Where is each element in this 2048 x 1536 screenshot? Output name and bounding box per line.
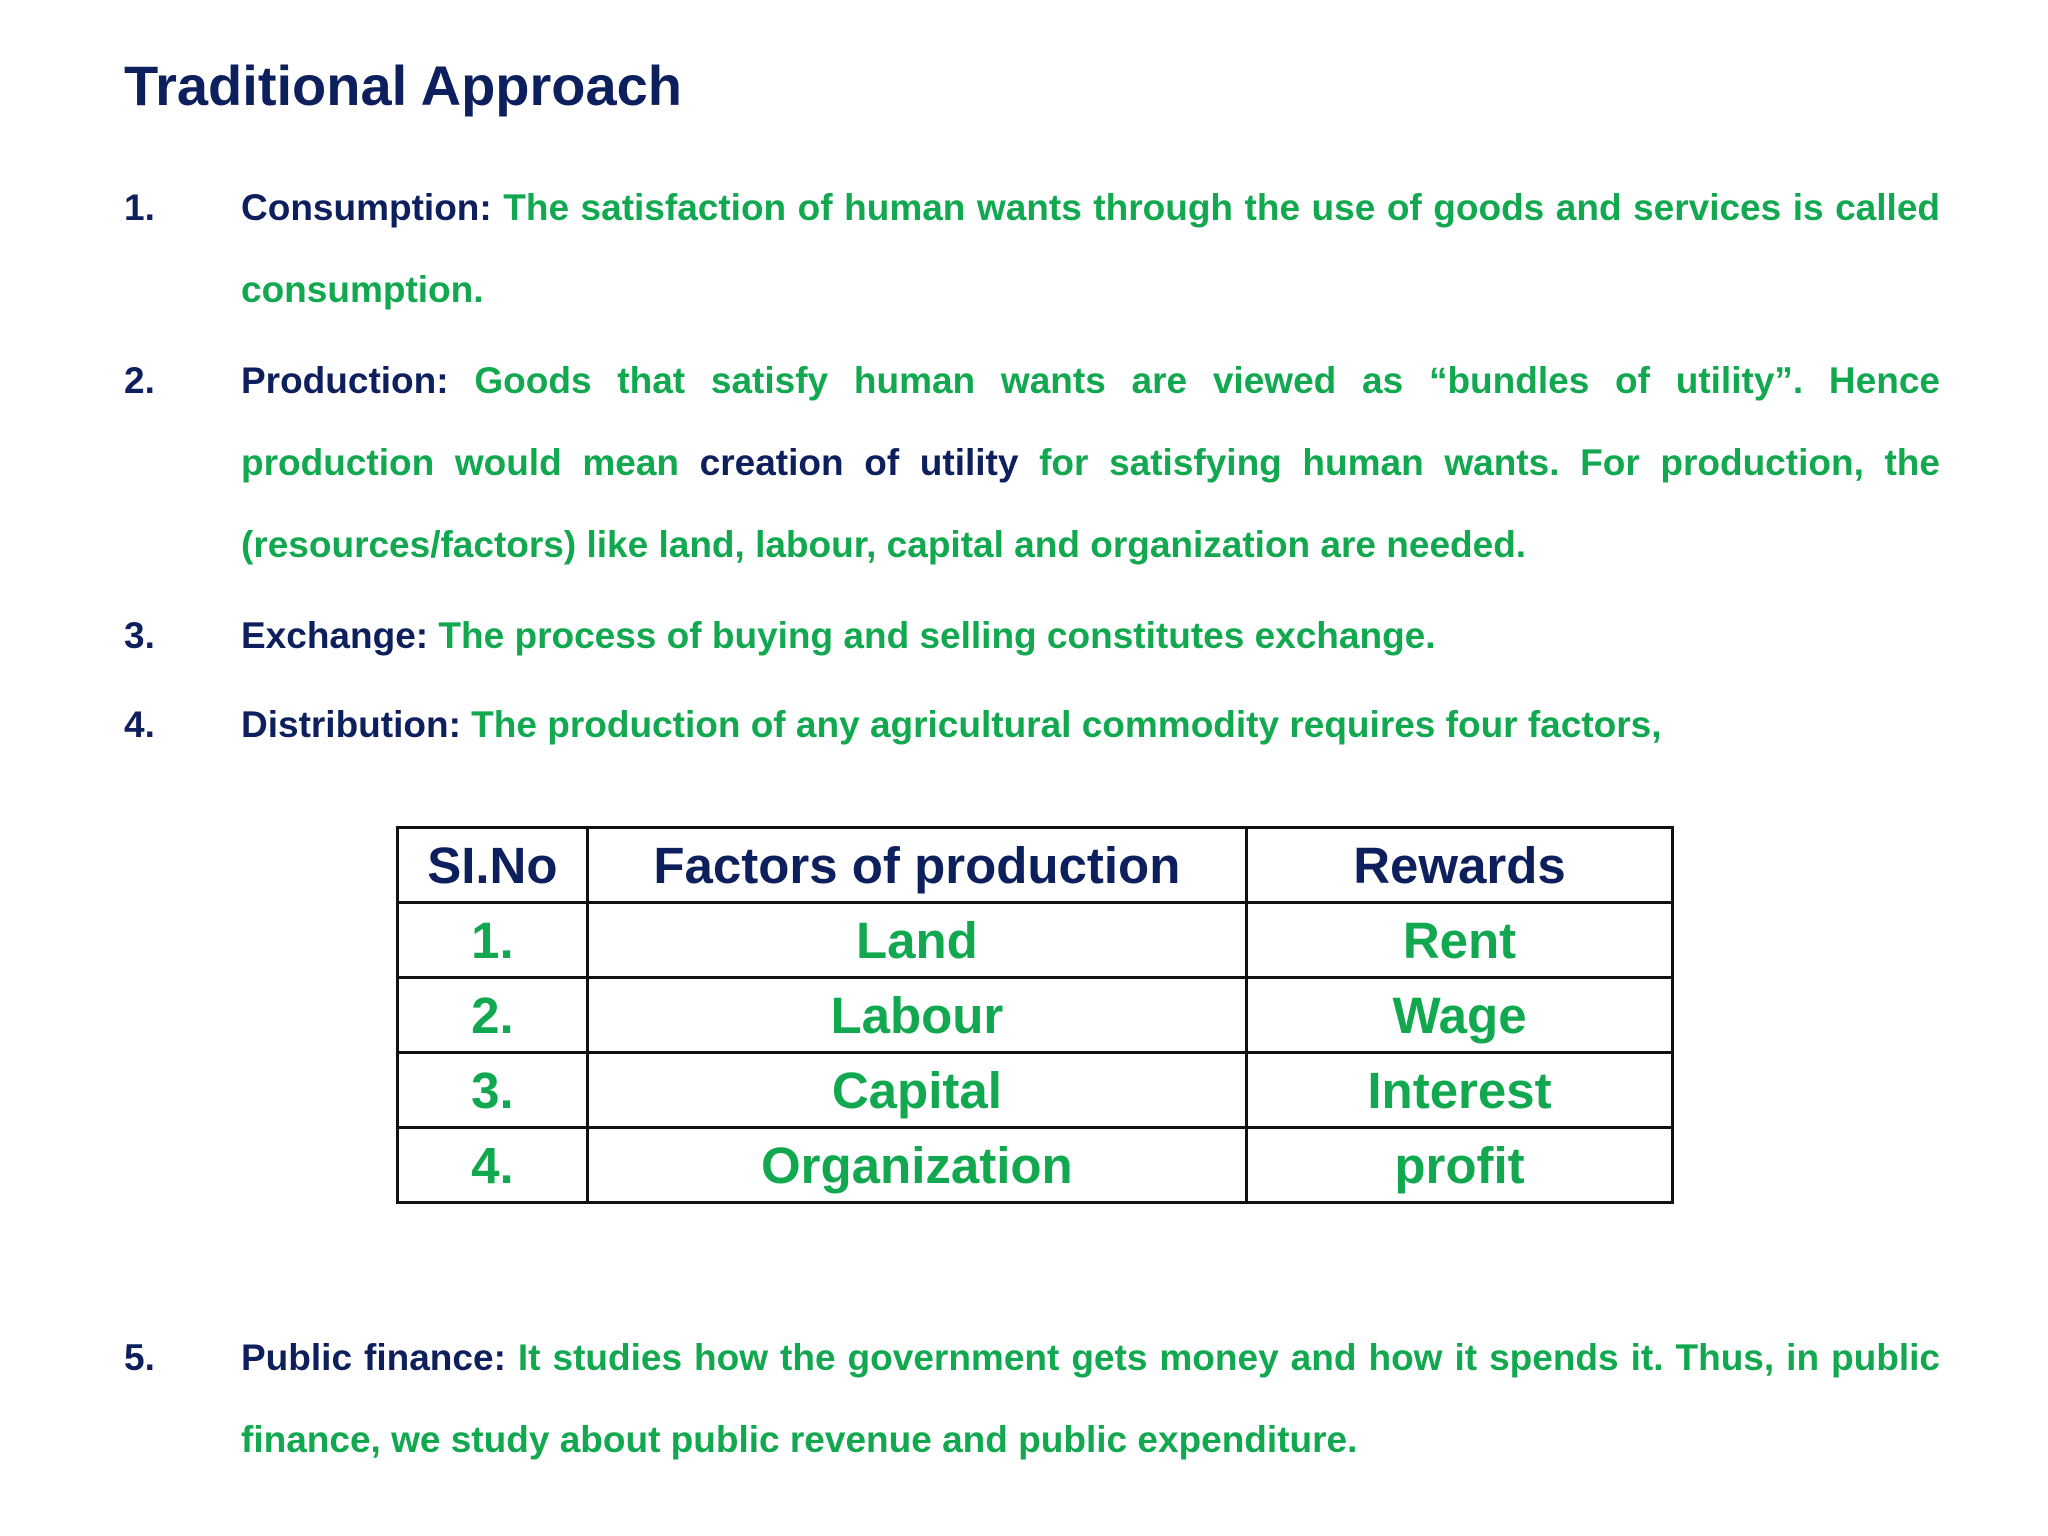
item-body (241, 167, 1940, 331)
header-rewards: Rewards (1247, 828, 1673, 903)
table-cell: Land (587, 903, 1246, 978)
table-cell: Labour (587, 978, 1246, 1053)
item-number: 4. (124, 704, 155, 745)
list-item-distribution (124, 684, 1940, 766)
item-body (241, 684, 1940, 766)
item-text-continued: for satisfying human wants. For production, the (resources/factors) like land, labour, capital and organization are needed. (241, 442, 1940, 565)
header-factors: Factors of production (587, 828, 1246, 903)
item-number: 5. (124, 1337, 155, 1378)
item-body (241, 595, 1940, 677)
table-row (398, 978, 1673, 1053)
item-term: Public finance: (241, 1337, 506, 1378)
item-number: 1. (124, 187, 155, 228)
item-text: Goods that satisfy human wants are viewed as “bundles of utility”. Hence production would mean (241, 360, 1940, 483)
table-cell: Capital (587, 1053, 1246, 1128)
list-item-public-finance (124, 1317, 1940, 1481)
item-term: Production: (241, 360, 449, 401)
table-cell: Interest (1247, 1053, 1673, 1128)
table-row (398, 903, 1673, 978)
page-title: Traditional Approach (124, 54, 682, 117)
item-number: 3. (124, 615, 155, 656)
item-text: The process of buying and selling constitutes exchange. (428, 615, 1436, 656)
table-row (398, 1053, 1673, 1128)
item-text: The production of any agricultural commodity requires four factors, (460, 704, 1662, 745)
item-body (241, 1317, 1940, 1481)
factors-table (396, 826, 1674, 1204)
item-text: It studies how the government gets money and how it spends it. Thus, in public finance, we study about public revenue and public expenditure. (241, 1337, 1941, 1460)
item-term: Distribution: (241, 704, 461, 745)
table-cell: 1. (398, 903, 588, 978)
header-sl-no: SI.No (398, 828, 588, 903)
list-item-exchange (124, 595, 1940, 677)
table-cell: profit (1247, 1128, 1673, 1203)
table-cell: 4. (398, 1128, 588, 1203)
list-item-consumption (124, 167, 1940, 331)
table-cell: 2. (398, 978, 588, 1053)
item-term: Consumption: (241, 187, 492, 228)
table-row (398, 1128, 1673, 1203)
item-body (241, 340, 1940, 586)
list-item-production (124, 340, 1940, 586)
table-cell: Wage (1247, 978, 1673, 1053)
table-header-row (398, 828, 1673, 903)
table-cell: 3. (398, 1053, 588, 1128)
table-cell: Organization (587, 1128, 1246, 1203)
item-term: Exchange: (241, 615, 429, 656)
table-cell: Rent (1247, 903, 1673, 978)
item-highlight: creation of utility (699, 442, 1019, 483)
item-text: The satisfaction of human wants through the use of goods and services is called consumption. (241, 187, 1940, 310)
item-number: 2. (124, 360, 155, 401)
